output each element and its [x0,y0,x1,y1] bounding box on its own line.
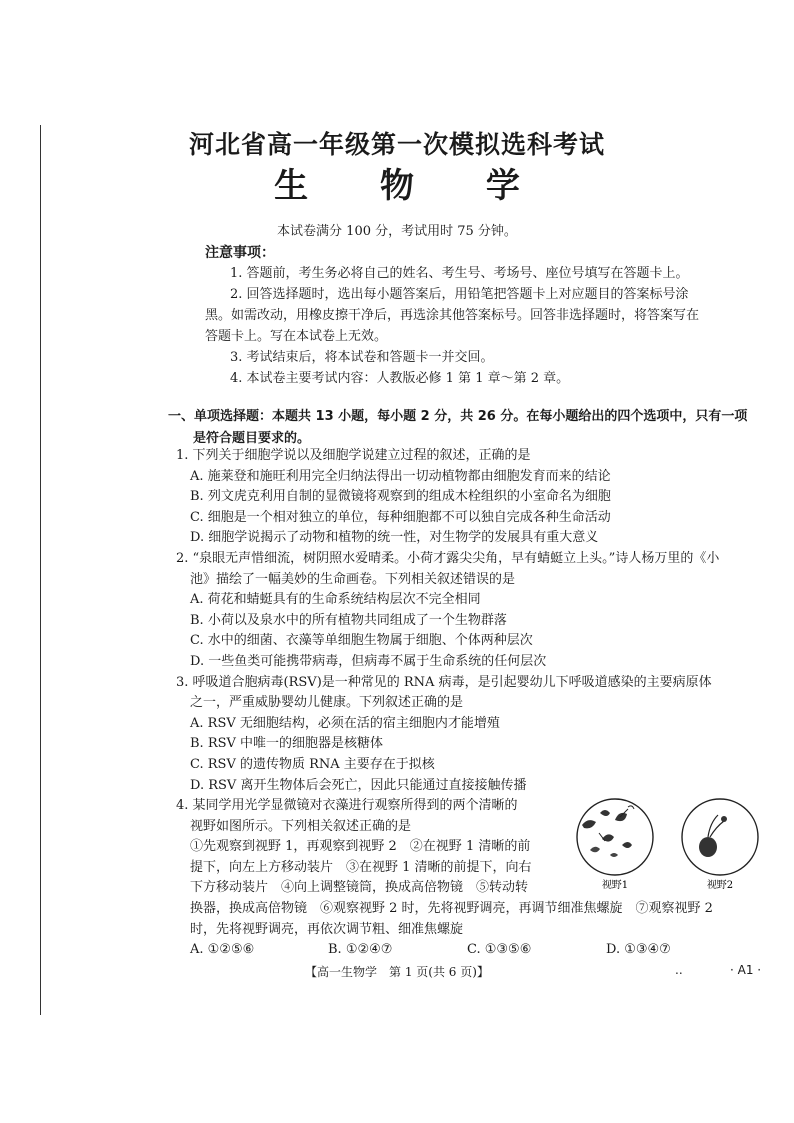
question-stem-cont: 池》描绘了一幅美妙的生命画卷。下列相关叙述错误的是 [190,571,516,587]
statement-line: ①先观察到视野 1，再观察到视野 2 ②在视野 1 清晰的前 [190,839,531,855]
statement-line: 时，先将视野调亮，再依次调节粗、细准焦螺旋 [190,921,464,937]
question-stem-cont: 视野如图所示。下列相关叙述正确的是 [190,818,412,834]
notice-line: 3. 考试结束后，将本试卷和答题卡一并交回。 [230,350,494,365]
option-b: B. 小荷以及泉水中的所有植物共同组成了一个生物群落 [190,612,507,628]
option-c: C. 水中的细菌、衣藻等单细胞生物属于细胞、个体两种层次 [190,633,533,649]
section-header-line1: 一、单项选择题：本题共 13 小题，每小题 2 分，共 26 分。在每小题给出的四个选项中，只有一项 [168,409,748,424]
page-code: · A1 · [730,963,762,977]
field-of-view-1 [577,799,653,891]
subject-title: 生 物 学 [274,166,550,206]
question-stem: 4. 某同学用光学显微镜对衣藻进行观察所得到的两个清晰的 [176,798,518,814]
field-1-label: 视野1 [601,880,629,891]
option-b: B. ①②④⑦ [328,942,393,958]
exam-title: 河北省高一年级第一次模拟选科考试 [188,130,605,159]
notice-list [205,263,723,389]
notice-line: 答题卡上。写在本试卷上无效。 [205,329,388,344]
question-1 [176,446,776,549]
option-a: A. 施莱登和施旺利用完全归纳法得出一切动植物都由细胞发育而来的结论 [190,468,611,484]
option-a: A. 荷花和蜻蜓具有的生命系统结构层次不完全相同 [190,592,481,608]
question-3 [176,673,776,797]
field-of-view-2 [682,799,758,891]
question-stem: 1. 下列关于细胞学说以及细胞学说建立过程的叙述，正确的是 [176,448,531,463]
option-d: D. RSV 离开生物体后会死亡，因此只能通过直接接触传播 [190,777,527,793]
statement-line: 提下，向左上方移动装片 ③在视野 1 清晰的前提下，向右 [190,859,532,875]
notice-line: 1. 答题前，考生务必将自己的姓名、考生号、考场号、座位号填写在答题卡上。 [230,266,689,281]
footer-dots: .. [675,963,683,977]
microscope-fields-figure [560,795,776,895]
question-stem: 3. 呼吸道合胞病毒(RSV)是一种常见的 RNA 病毒，是引起婴幼儿下呼吸道感染的主要病原体 [176,674,712,690]
section-header [168,406,776,450]
statement-line: 下方移动装片 ④向上调整镜筒，换成高倍物镜 ⑤转动转 [190,880,529,896]
option-d: D. ①③④⑦ [606,942,671,958]
notice-line: 4. 本试卷主要考试内容：人教版必修 1 第 1 章～第 2 章。 [230,371,570,386]
binding-line [40,125,41,1015]
option-d: D. 细胞学说揭示了动物和植物的统一性，对生物学的发展具有重大意义 [190,530,599,546]
field-2-label: 视野2 [706,880,734,891]
section-header-line2: 是符合题目要求的。 [193,431,311,446]
option-b: B. 列文虎克利用自制的显微镜将观察到的组成木栓组织的小室命名为细胞 [190,489,611,505]
exam-info: 本试卷满分 100 分，考试用时 75 分钟。 [277,224,517,239]
option-c: C. RSV 的遗传物质 RNA 主要存在于拟核 [190,756,435,772]
notice-title: 注意事项： [205,245,275,261]
statement-line: 换器，换成高倍物镜 ⑥观察视野 2 时，先将视野调亮，再调节细准焦螺旋 ⑦观察视野 2 [190,901,713,917]
option-a: A. ①②⑤⑥ [190,942,255,958]
notice-line: 黑。如需改动，用橡皮擦干净后，再选涂其他答案标号。回答非选择题时，将答案写在 [205,308,700,323]
question-stem: 2. “泉眼无声惜细流，树阴照水爱晴柔。小荷才露尖尖角，早有蜻蜓立上头。”诗人杨万里的《小 [176,550,720,566]
option-a: A. RSV 无细胞结构，必须在活的宿主细胞内才能增殖 [190,715,500,731]
answer-options [176,940,776,961]
question-2 [176,549,776,673]
option-b: B. RSV 中唯一的细胞器是核糖体 [190,736,384,752]
notice-line: 2. 回答选择题时，选出每小题答案后，用铅笔把答题卡上对应题目的答案标号涂 [230,287,689,302]
option-c: C. ①③⑤⑥ [467,942,532,958]
option-c: C. 细胞是一个相对独立的单位，每种细胞都不可以独自完成各种生命活动 [190,509,611,525]
question-stem-cont: 之一，严重威胁婴幼儿健康。下列叙述正确的是 [190,695,464,711]
option-d: D. 一些鱼类可能携带病毒，但病毒不属于生命系统的任何层次 [190,653,547,669]
page-footer: 【高一生物学 第 1 页(共 6 页)】 [305,965,489,979]
